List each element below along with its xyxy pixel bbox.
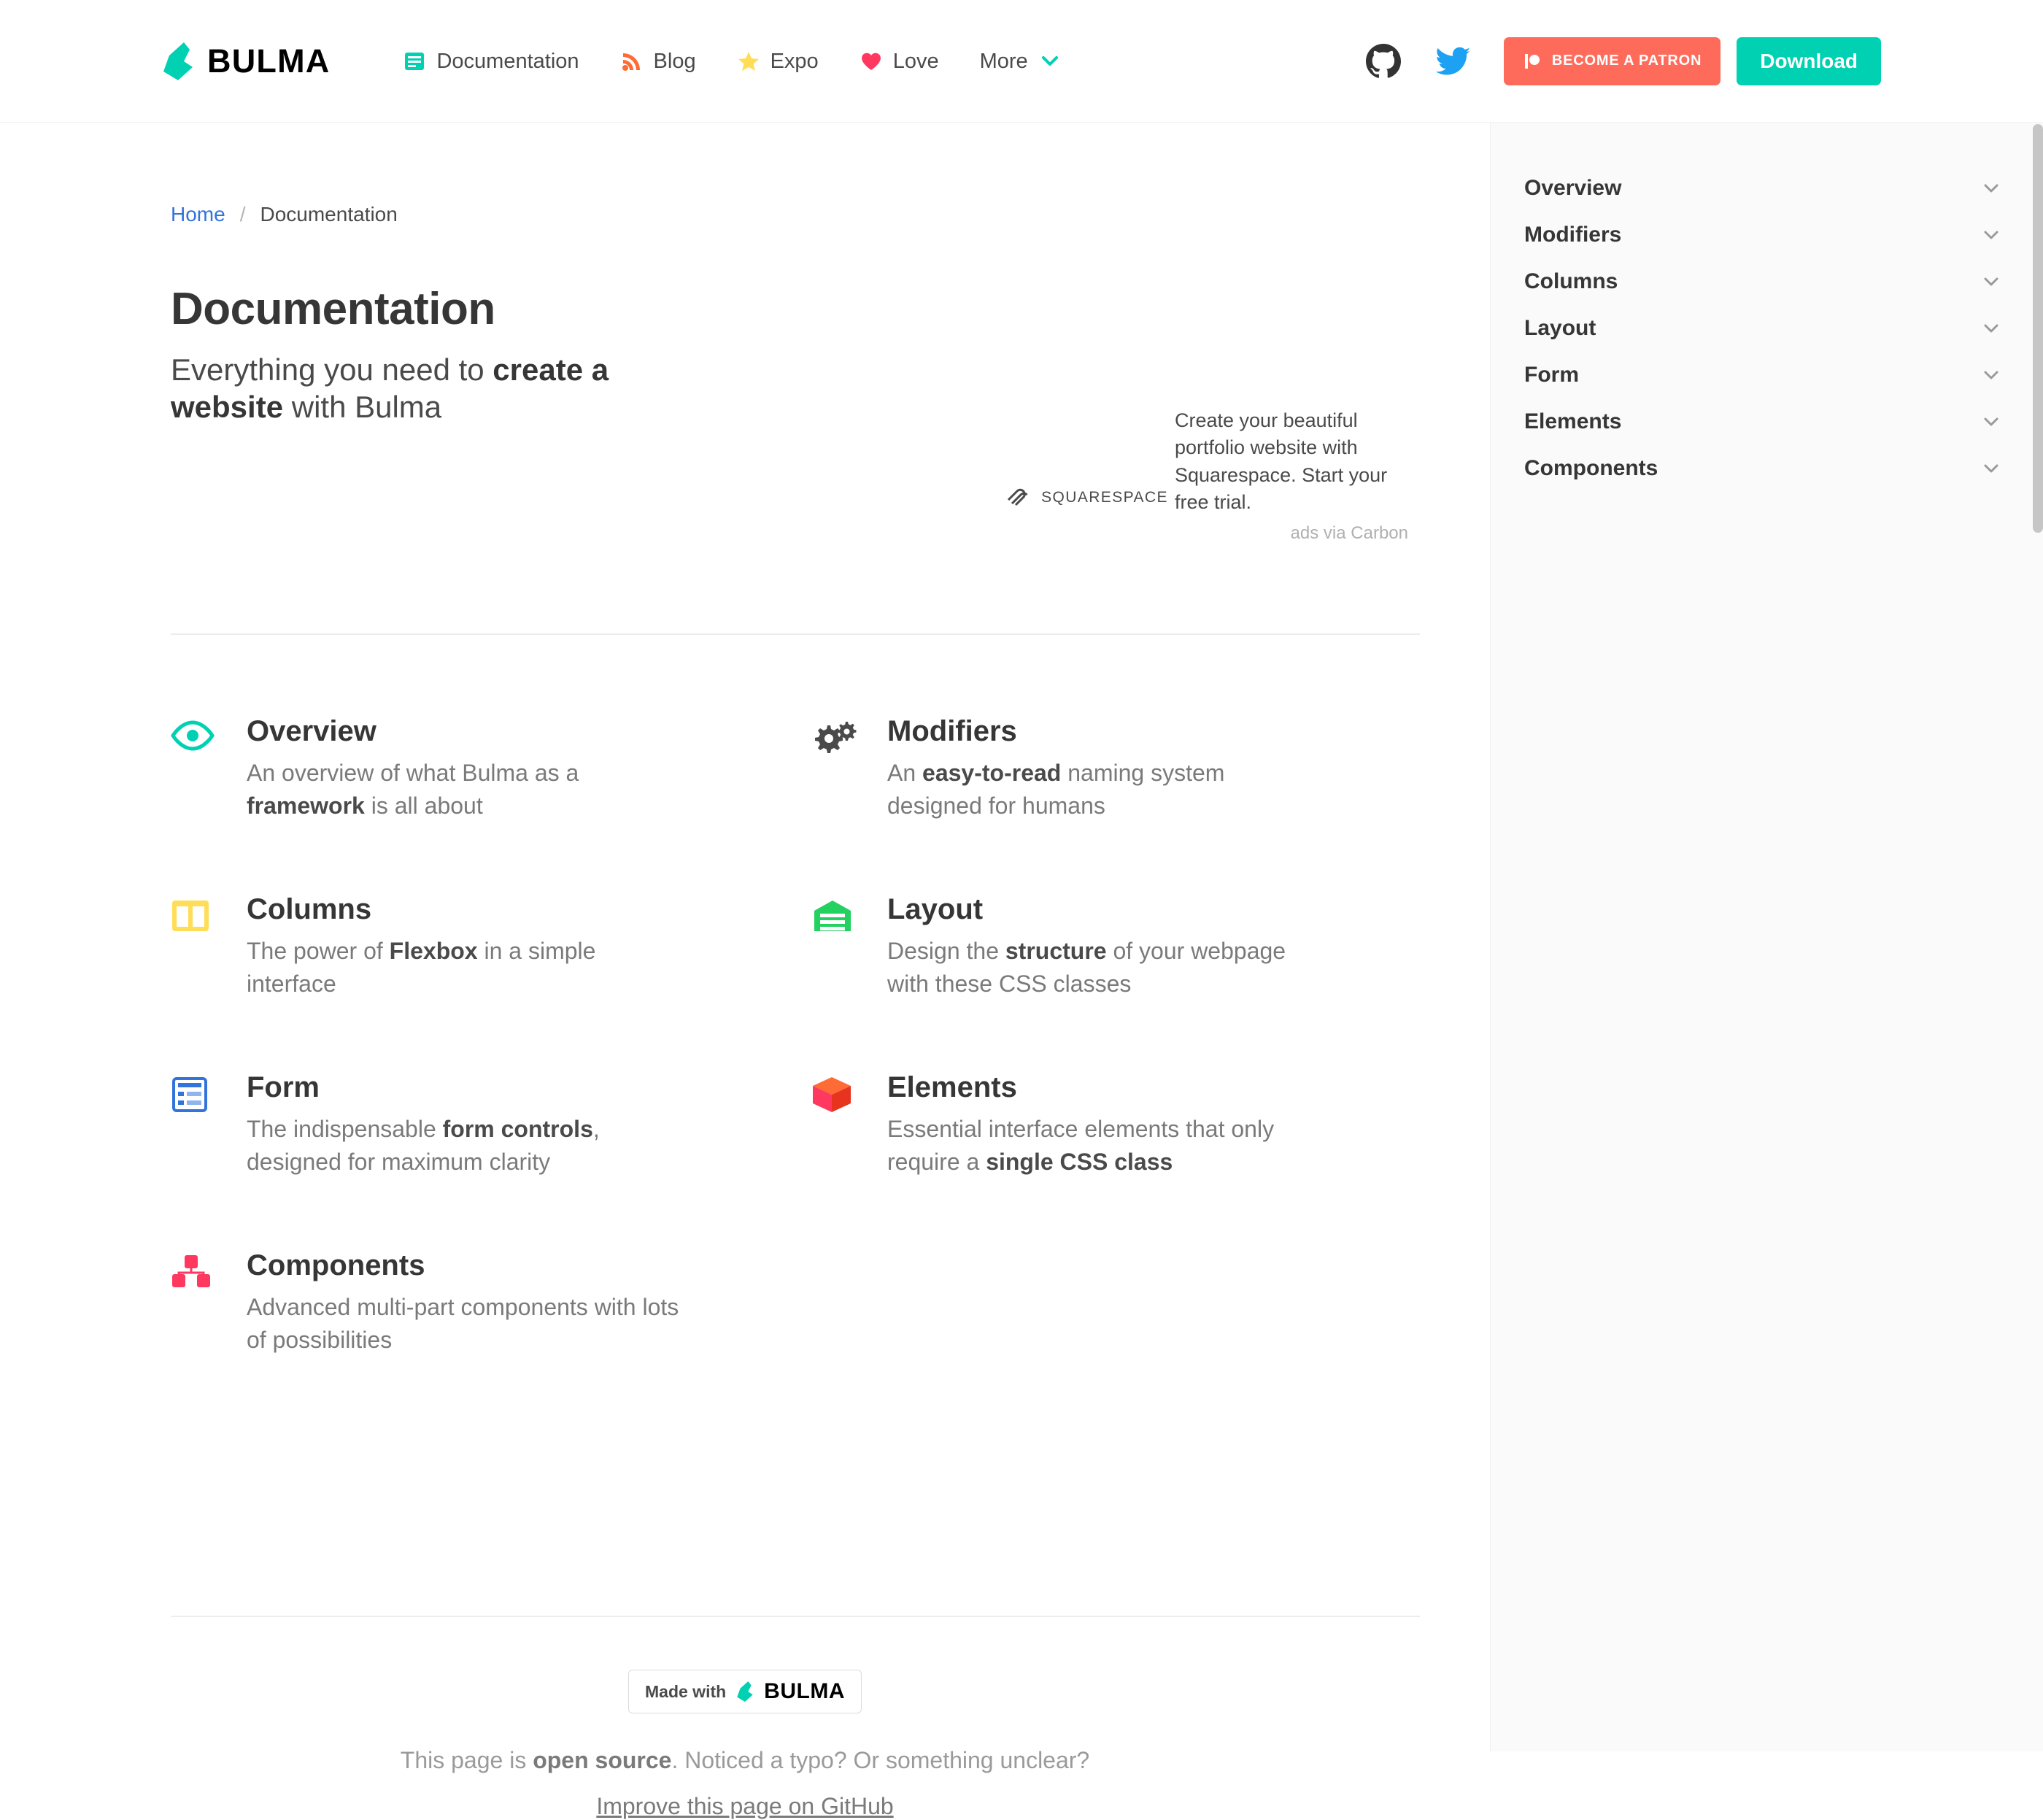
desc-pre: An overview of what Bulma as a <box>247 760 579 786</box>
doc-card-title[interactable]: Modifiers <box>887 715 1017 747</box>
doc-card-elements[interactable] <box>795 1071 1420 1179</box>
doc-card-title[interactable]: Columns <box>247 892 372 925</box>
become-a-patron-label: BECOME A PATRON <box>1551 53 1702 69</box>
bulma-logo-icon <box>736 1681 754 1702</box>
desc-pre: An <box>887 760 923 786</box>
doc-card-title[interactable]: Components <box>247 1249 425 1281</box>
doc-card-columns[interactable] <box>171 893 795 1001</box>
desc-post: , designed for maximum clarity <box>247 1115 600 1176</box>
doc-card-desc <box>887 757 1325 823</box>
doc-card-modifiers[interactable] <box>795 715 1420 823</box>
book-icon <box>403 50 426 73</box>
sidebar-item-label: Columns <box>1524 269 1618 293</box>
divider-bottom <box>171 1616 1420 1617</box>
desc-strong: Flexbox <box>389 937 478 964</box>
sidebar-item-overview[interactable] <box>1491 165 2043 212</box>
download-button[interactable] <box>1737 37 1881 85</box>
chevron-down-icon[interactable] <box>1982 366 2001 385</box>
become-a-patron-button[interactable] <box>1504 37 1720 85</box>
chevron-down-icon <box>1038 50 1062 73</box>
subtitle-strong: create a website <box>171 352 609 425</box>
gears-icon <box>811 715 860 823</box>
desc-strong: easy-to-read <box>922 760 1062 786</box>
doc-card-desc <box>247 935 684 1001</box>
columns-icon <box>171 893 219 1001</box>
doc-card-body <box>887 1071 1420 1179</box>
doc-card-desc <box>887 1113 1325 1179</box>
squarespace-icon <box>1006 485 1031 510</box>
navbar-left <box>162 0 1082 123</box>
sidebar-item-columns[interactable] <box>1491 258 2043 305</box>
doc-card-body <box>247 1071 795 1179</box>
brand-logo[interactable] <box>162 42 330 80</box>
sidebar-item-form[interactable] <box>1491 352 2043 398</box>
layout-icon <box>811 893 860 1001</box>
subtitle-post: with Bulma <box>283 390 442 425</box>
chevron-down-icon[interactable] <box>1982 179 2001 198</box>
doc-card-form[interactable] <box>171 1071 795 1179</box>
navbar <box>0 0 2043 123</box>
breadcrumb-home[interactable]: Home <box>171 203 225 225</box>
breadcrumb-current: Documentation <box>260 203 398 225</box>
nav-item-expo[interactable] <box>717 0 839 123</box>
desc-pre: Advanced multi-part components with lots of possibilities <box>247 1293 679 1354</box>
patreon-icon <box>1523 52 1542 71</box>
desc-pre: Design the <box>887 937 1005 964</box>
heart-icon <box>860 50 883 73</box>
footer-open-source-line <box>0 1747 1490 1774</box>
chevron-down-icon[interactable] <box>1982 272 2001 291</box>
sidebar-item-elements[interactable] <box>1491 398 2043 445</box>
desc-strong: form controls <box>442 1115 593 1142</box>
page-title: Documentation <box>171 284 495 334</box>
sidebar-item-label: Elements <box>1524 409 1622 433</box>
star-icon <box>737 50 760 73</box>
doc-card-title[interactable]: Elements <box>887 1071 1017 1103</box>
doc-card-desc <box>247 1291 684 1357</box>
ad-text[interactable]: Create your beautiful portfolio website with Squarespace. Start your free trial. <box>1175 409 1388 513</box>
eye-icon <box>171 715 219 823</box>
improve-page-link[interactable]: Improve this page on GitHub <box>596 1793 894 1819</box>
breadcrumb-separator: / <box>239 203 246 225</box>
download-label: Download <box>1760 49 1858 72</box>
ad-body <box>1175 407 1408 544</box>
doc-card-desc <box>887 935 1325 1001</box>
ad-via-label: ads via Carbon <box>1290 523 1408 543</box>
doc-card-desc <box>247 1113 684 1179</box>
doc-card-body <box>887 715 1420 823</box>
ad-logo-text: SQUARESPACE <box>1041 488 1168 506</box>
sidebar-item-label: Modifiers <box>1524 223 1622 247</box>
doc-card-body <box>887 893 1420 1001</box>
components-icon <box>171 1249 219 1357</box>
sidebar-item-layout[interactable] <box>1491 305 2043 352</box>
desc-pre: The indispensable <box>247 1115 443 1142</box>
doc-card-desc <box>247 757 684 823</box>
twitter-icon[interactable] <box>1434 42 1473 81</box>
nav-item-documentation[interactable] <box>382 0 599 123</box>
doc-card-body <box>247 715 795 823</box>
page-subtitle <box>171 351 681 425</box>
footer-line-pre: This page is <box>400 1747 533 1773</box>
nav-item-label: Documentation <box>436 49 579 73</box>
form-icon <box>171 1071 219 1179</box>
sidebar-item-label: Form <box>1524 363 1579 387</box>
desc-post: naming system designed for humans <box>887 760 1225 820</box>
made-with-label: Made with <box>645 1681 727 1701</box>
desc-strong: single CSS class <box>986 1149 1173 1176</box>
nav-item-more[interactable] <box>959 0 1082 123</box>
navbar-right <box>1364 37 1881 85</box>
sidebar-item-label: Overview <box>1524 176 1622 200</box>
github-icon[interactable] <box>1364 42 1403 81</box>
sidebar-item-modifiers[interactable] <box>1491 212 2043 258</box>
desc-post: in a simple interface <box>247 937 596 998</box>
brand-text: BULMA <box>207 42 331 80</box>
nav-item-label: Expo <box>770 49 819 73</box>
rss-icon <box>620 50 644 73</box>
nav-item-label: Blog <box>653 49 696 73</box>
chevron-down-icon[interactable] <box>1982 225 2001 244</box>
desc-pre: The power of <box>247 937 390 964</box>
right-sidebar <box>1490 123 2043 1751</box>
doc-card-grid <box>171 715 1420 1427</box>
sidebar-item-label: Components <box>1524 456 1658 480</box>
sidebar-item-label: Layout <box>1524 316 1596 340</box>
desc-post: of your webpage with these CSS classes <box>887 937 1286 998</box>
desc-pre: Essential interface elements that only require a <box>887 1115 1275 1176</box>
nav-item-blog[interactable] <box>600 0 717 123</box>
doc-card-title[interactable]: Layout <box>887 892 984 925</box>
breadcrumb <box>171 203 1490 226</box>
box-icon <box>811 1071 860 1179</box>
subtitle-pre: Everything you need to <box>171 352 493 387</box>
footer-line-strong: open source <box>533 1747 672 1773</box>
doc-card-overview[interactable] <box>171 715 795 823</box>
chevron-down-icon[interactable] <box>1982 319 2001 338</box>
sidebar-item-components[interactable] <box>1491 445 2043 492</box>
nav-item-label: More <box>979 49 1028 73</box>
nav-item-love[interactable] <box>839 0 959 123</box>
desc-post: is all about <box>364 793 483 820</box>
desc-strong: structure <box>1005 937 1107 964</box>
ad-logo <box>1000 407 1175 544</box>
divider-top <box>171 633 1420 635</box>
footer <box>0 1670 1490 1820</box>
chevron-down-icon[interactable] <box>1982 412 2001 431</box>
nav-item-label: Love <box>892 49 939 73</box>
chevron-down-icon[interactable] <box>1982 459 2001 478</box>
main-content <box>0 123 1490 1819</box>
doc-card-body <box>247 893 795 1001</box>
carbon-ad[interactable] <box>1000 407 1408 544</box>
doc-card-body <box>247 1249 795 1357</box>
doc-card-title[interactable]: Form <box>247 1071 320 1103</box>
page-scrollbar[interactable] <box>2033 124 2043 533</box>
doc-card-components[interactable] <box>171 1249 795 1357</box>
bulma-logo-icon <box>162 42 194 80</box>
made-with-bulma-badge[interactable] <box>628 1670 862 1713</box>
doc-card-layout[interactable] <box>795 893 1420 1001</box>
desc-strong: framework <box>247 793 365 820</box>
doc-card-title[interactable]: Overview <box>247 715 376 747</box>
made-with-brand: BULMA <box>764 1679 845 1703</box>
footer-line-post: . Noticed a typo? Or something unclear? <box>671 1747 1090 1773</box>
